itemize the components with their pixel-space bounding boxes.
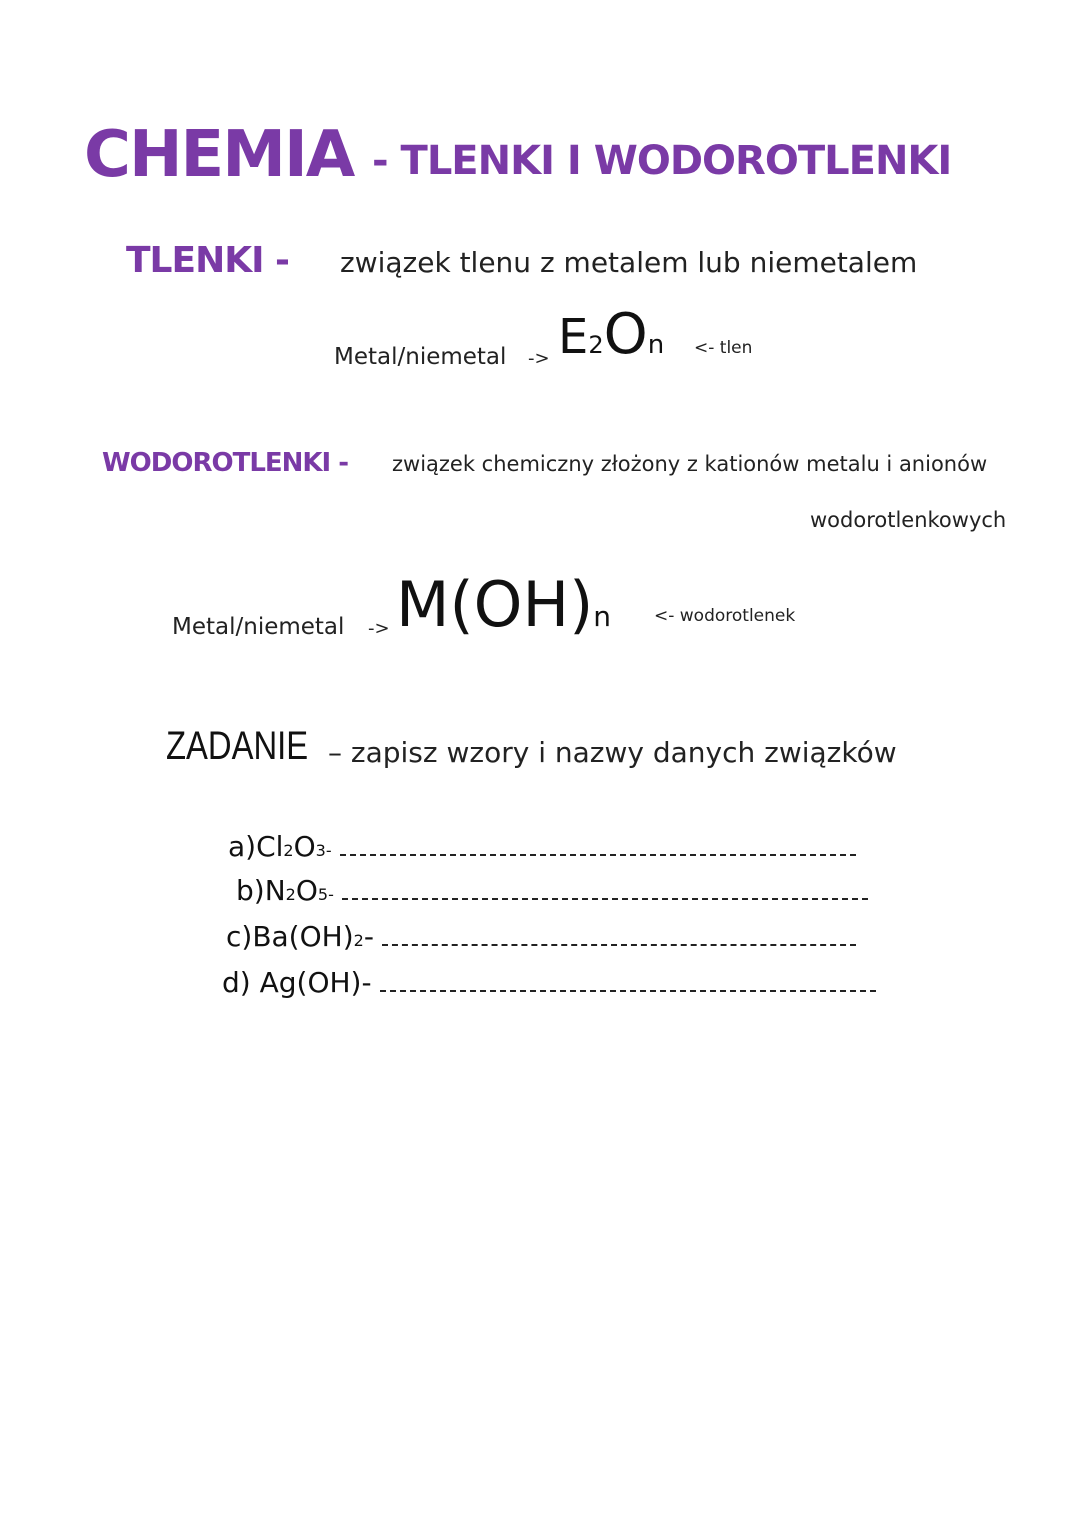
page-title: CHEMIA xyxy=(84,118,354,192)
wodorotlenki-arrow: -> xyxy=(368,618,390,639)
answer-line[interactable] xyxy=(380,988,876,992)
task-c xyxy=(226,920,856,953)
task-dash: - xyxy=(325,841,332,860)
wodorotlenki-definition-line1: związek chemiczny złożony z kationów metalu i anionów xyxy=(392,452,988,476)
formula-subscript-n: n xyxy=(593,600,612,633)
wodorotlenki-note: <- wodorotlenek xyxy=(654,606,796,626)
tlenki-formula xyxy=(558,302,664,367)
task-formula: b)N xyxy=(236,874,286,907)
answer-line[interactable] xyxy=(342,896,868,900)
task-a xyxy=(228,830,856,863)
formula-e: E xyxy=(558,309,589,365)
task-dash: - xyxy=(328,885,334,904)
wodorotlenki-heading: WODOROTLENKI - xyxy=(102,448,349,478)
answer-line[interactable] xyxy=(340,852,856,856)
wodorotlenki-formula-label: Metal/niemetal xyxy=(172,614,345,640)
task-dash: - xyxy=(363,920,374,953)
task-formula-mid: O xyxy=(293,830,316,863)
task-b xyxy=(236,874,868,907)
task-formula-mid: O xyxy=(295,874,318,907)
task-dash: - xyxy=(361,966,372,999)
task-formula: d) Ag(OH) xyxy=(222,966,362,999)
task-subscript: 5 xyxy=(317,885,329,904)
tlenki-formula-label: Metal/niemetal xyxy=(334,344,507,370)
answer-line[interactable] xyxy=(382,942,856,946)
formula-moh: M(OH) xyxy=(396,568,594,641)
tlenki-definition: związek tlenu z metalem lub niemetalem xyxy=(340,246,918,279)
tlenki-heading: TLENKI - xyxy=(126,240,289,281)
task-subscript: 2 xyxy=(283,841,294,860)
zadanie-instruction: – zapisz wzory i nazwy danych związków xyxy=(328,736,897,769)
task-subscript: 2 xyxy=(285,885,296,904)
formula-subscript-n: n xyxy=(647,330,665,360)
formula-subscript-2: 2 xyxy=(588,331,604,359)
task-d xyxy=(222,966,876,999)
tlenki-arrow: -> xyxy=(528,348,550,369)
page-subtitle: - TLENKI I WODOROTLENKI xyxy=(372,138,952,184)
task-formula: c)Ba(OH) xyxy=(226,920,354,953)
wodorotlenki-formula xyxy=(396,568,611,641)
task-formula: a)Cl xyxy=(228,830,284,863)
zadanie-heading: ZADANIE xyxy=(166,724,309,768)
task-subscript: 2 xyxy=(353,931,364,950)
tlenki-note: <- tlen xyxy=(694,338,753,358)
formula-o: O xyxy=(603,302,648,367)
task-subscript: 3 xyxy=(315,841,326,860)
wodorotlenki-definition-line2: wodorotlenkowych xyxy=(810,508,1007,532)
